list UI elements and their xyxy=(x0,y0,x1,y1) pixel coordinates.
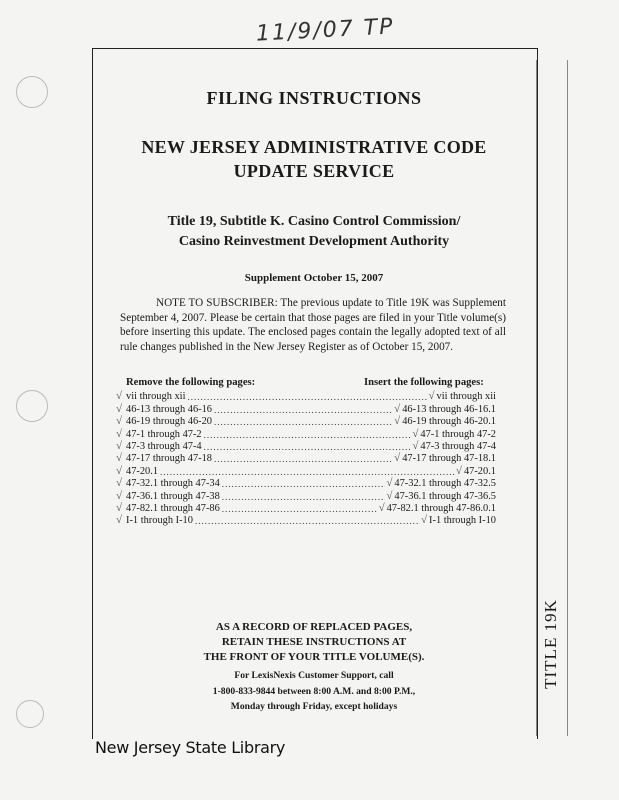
check-mark: √ xyxy=(116,477,123,490)
page-title: FILING INSTRUCTIONS xyxy=(206,88,422,108)
table-row xyxy=(116,514,496,526)
remove-pages: 47-82.1 through 47-86 xyxy=(126,502,220,514)
retain-line-2: RETAIN THESE INSTRUCTIONS AT xyxy=(221,636,407,648)
table-row xyxy=(116,390,496,402)
side-tab-title xyxy=(536,594,566,694)
insert-pages: 47-36.1 through 47-36.5 xyxy=(394,490,496,502)
check-mark: √ xyxy=(116,427,123,440)
table-row xyxy=(116,415,496,427)
dot-leader xyxy=(160,467,455,477)
side-tab-label: TITLE 19K xyxy=(541,599,561,689)
dot-leader xyxy=(214,405,393,415)
punch-hole xyxy=(16,76,48,108)
table-row xyxy=(116,477,496,489)
dot-leader xyxy=(187,392,427,402)
insert-pages: vii through xii xyxy=(436,391,496,403)
table-row xyxy=(116,464,496,476)
library-stamp: New Jersey State Library xyxy=(95,738,286,757)
heading-line-2: UPDATE SERVICE xyxy=(233,161,395,181)
page-replacement-list xyxy=(116,390,496,526)
support-line-3: Monday through Friday, except holidays xyxy=(230,701,398,712)
dot-leader xyxy=(204,442,412,452)
remove-pages: 47-3 through 47-4 xyxy=(126,440,202,452)
remove-pages: 46-13 through 46-16 xyxy=(126,403,213,415)
dot-leader xyxy=(214,454,393,464)
remove-pages: 47-20.1 xyxy=(126,465,159,477)
table-row xyxy=(116,452,496,464)
table-row xyxy=(116,402,496,414)
note-to-subscriber: NOTE TO SUBSCRIBER: The previous update to Title 19K was Supplement September 4, 2007. Please be certain that those pages are filed in your Title volume(s) before inserting this update. The enclosed pages contain the legally adopted text of all rule changes published in the New Jersey Register as of October 15, 2007. xyxy=(120,297,506,353)
check-mark: √ xyxy=(412,427,419,440)
check-mark: √ xyxy=(386,477,393,490)
check-mark: √ xyxy=(116,501,123,514)
check-mark: √ xyxy=(116,452,123,465)
remove-pages: 47-17 through 47-18 xyxy=(126,453,213,465)
remove-header: Remove the following pages: xyxy=(126,377,256,388)
insert-pages: 47-17 through 47-18.1 xyxy=(402,453,496,465)
insert-pages: 47-1 through 47-2 xyxy=(420,428,496,440)
remove-pages: 47-36.1 through 47-38 xyxy=(126,490,220,502)
dot-leader xyxy=(222,504,378,514)
insert-pages: 47-20.1 xyxy=(463,465,496,477)
table-row xyxy=(116,489,496,501)
support-line-1: For LexisNexis Customer Support, call xyxy=(234,670,394,681)
insert-header: Insert the following pages: xyxy=(364,377,484,388)
check-mark: √ xyxy=(421,514,428,527)
insert-pages: 46-19 through 46-20.1 xyxy=(402,416,496,428)
remove-pages: 46-19 through 46-20 xyxy=(126,416,213,428)
supplement-date: Supplement October 15, 2007 xyxy=(244,272,384,284)
check-mark: √ xyxy=(116,489,123,502)
punch-hole xyxy=(16,700,44,728)
table-row xyxy=(116,502,496,514)
check-mark: √ xyxy=(116,439,123,452)
check-mark: √ xyxy=(455,464,462,477)
check-mark: √ xyxy=(116,402,123,415)
heading-line-1: NEW JERSEY ADMINISTRATIVE CODE xyxy=(141,137,487,157)
check-mark: √ xyxy=(386,489,393,502)
insert-pages: 47-82.1 through 47-86.0.1 xyxy=(386,502,496,514)
table-row xyxy=(116,427,496,439)
dot-leader xyxy=(222,492,386,502)
check-mark: √ xyxy=(394,415,401,428)
remove-pages: vii through xii xyxy=(126,391,186,403)
insert-pages: I-1 through I-10 xyxy=(429,515,496,527)
dot-leader xyxy=(195,516,420,526)
handwritten-date: 11/9/07 TP xyxy=(255,14,396,47)
remove-pages: 47-32.1 through 47-34 xyxy=(126,478,220,490)
check-mark: √ xyxy=(116,464,123,477)
check-mark: √ xyxy=(116,514,123,527)
retain-line-1: AS A RECORD OF REPLACED PAGES, xyxy=(215,621,413,633)
dot-leader xyxy=(214,417,393,427)
check-mark: √ xyxy=(394,402,401,415)
check-mark: √ xyxy=(412,439,419,452)
dot-leader xyxy=(204,430,412,440)
subtitle-line-1: Title 19, Subtitle K. Casino Control Commission/ xyxy=(167,214,461,229)
table-row xyxy=(116,440,496,452)
insert-pages: 47-32.1 through 47-32.5 xyxy=(394,478,496,490)
check-mark: √ xyxy=(116,415,123,428)
check-mark: √ xyxy=(116,390,123,403)
support-line-2: 1-800-833-9844 between 8:00 A.M. and 8:00 P.M., xyxy=(212,686,416,697)
remove-pages: I-1 through I-10 xyxy=(126,515,193,527)
insert-pages: 46-13 through 46-16.1 xyxy=(402,403,496,415)
check-mark: √ xyxy=(394,452,401,465)
remove-pages: 47-1 through 47-2 xyxy=(126,428,202,440)
punch-hole xyxy=(16,390,48,422)
check-mark: √ xyxy=(428,390,435,403)
dot-leader xyxy=(222,479,386,489)
insert-pages: 47-3 through 47-4 xyxy=(420,440,496,452)
subtitle-line-2: Casino Reinvestment Development Authority xyxy=(178,234,450,249)
check-mark: √ xyxy=(378,501,385,514)
retain-line-3: THE FRONT OF YOUR TITLE VOLUME(S). xyxy=(203,651,425,663)
